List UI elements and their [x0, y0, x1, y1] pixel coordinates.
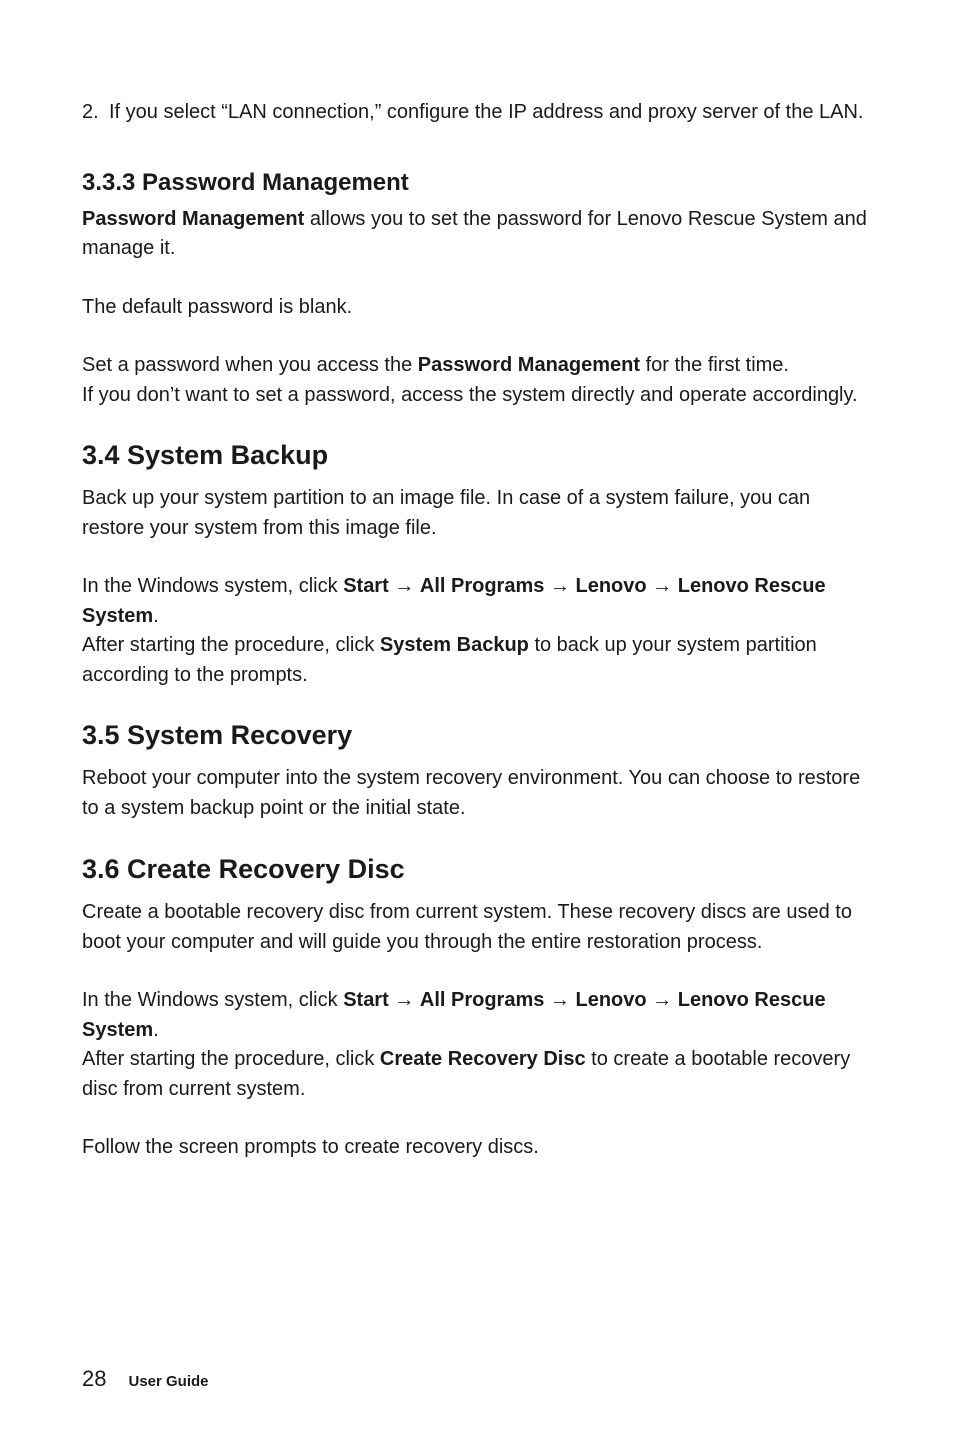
password-intro: Password Management allows you to set the password for Lenovo Rescue System and manage it. — [82, 207, 867, 259]
disc-follow: Follow the screen prompts to create recovery discs. — [82, 1136, 539, 1158]
page-content — [82, 98, 872, 1163]
disc-path: In the Windows system, click Start → All Programs → Lenovo → Lenovo Rescue System. — [82, 989, 826, 1041]
heading-password-management: 3.3.3 Password Management — [82, 168, 409, 196]
backup-path: In the Windows system, click Start → All Programs → Lenovo → Lenovo Rescue System. — [82, 575, 826, 627]
page-footer — [82, 1366, 209, 1392]
footer-label: User Guide — [128, 1373, 209, 1390]
disc-intro: Create a bootable recovery disc from current system. These recovery discs are used to boot your computer and will guide you through the entire restoration process. — [82, 901, 852, 953]
bold-term: Password Management — [417, 354, 641, 376]
password-skip: If you don’t want to set a password, access the system directly and operate accordingly. — [82, 383, 858, 406]
list-number: 2. — [82, 101, 99, 123]
list-text: If you select “LAN connection,” configure the IP address and proxy server of the LAN. — [109, 101, 864, 123]
password-set: Set a password when you access the Password Management for the first time. — [82, 354, 789, 376]
heading-create-recovery-disc: 3.6 Create Recovery Disc — [82, 854, 405, 884]
backup-procedure: After starting the procedure, click System Backup to back up your system partition according to the prompts. — [82, 634, 817, 686]
heading-system-backup: 3.4 System Backup — [82, 440, 329, 470]
recovery-intro: Reboot your computer into the system recovery environment. You can choose to restore to a system backup point or the initial state. — [82, 767, 861, 819]
heading-system-recovery: 3.5 System Recovery — [82, 720, 353, 750]
password-default: The default password is blank. — [82, 295, 353, 318]
list-item-lan — [82, 98, 872, 128]
page-number: 28 — [82, 1366, 107, 1391]
disc-procedure: After starting the procedure, click Create Recovery Disc to create a bootable recovery disc from current system. — [82, 1048, 851, 1100]
backup-intro: Back up your system partition to an image file. In case of a system failure, you can restore your system from this image file. — [82, 487, 811, 539]
bold-term: Password Management — [82, 207, 305, 230]
